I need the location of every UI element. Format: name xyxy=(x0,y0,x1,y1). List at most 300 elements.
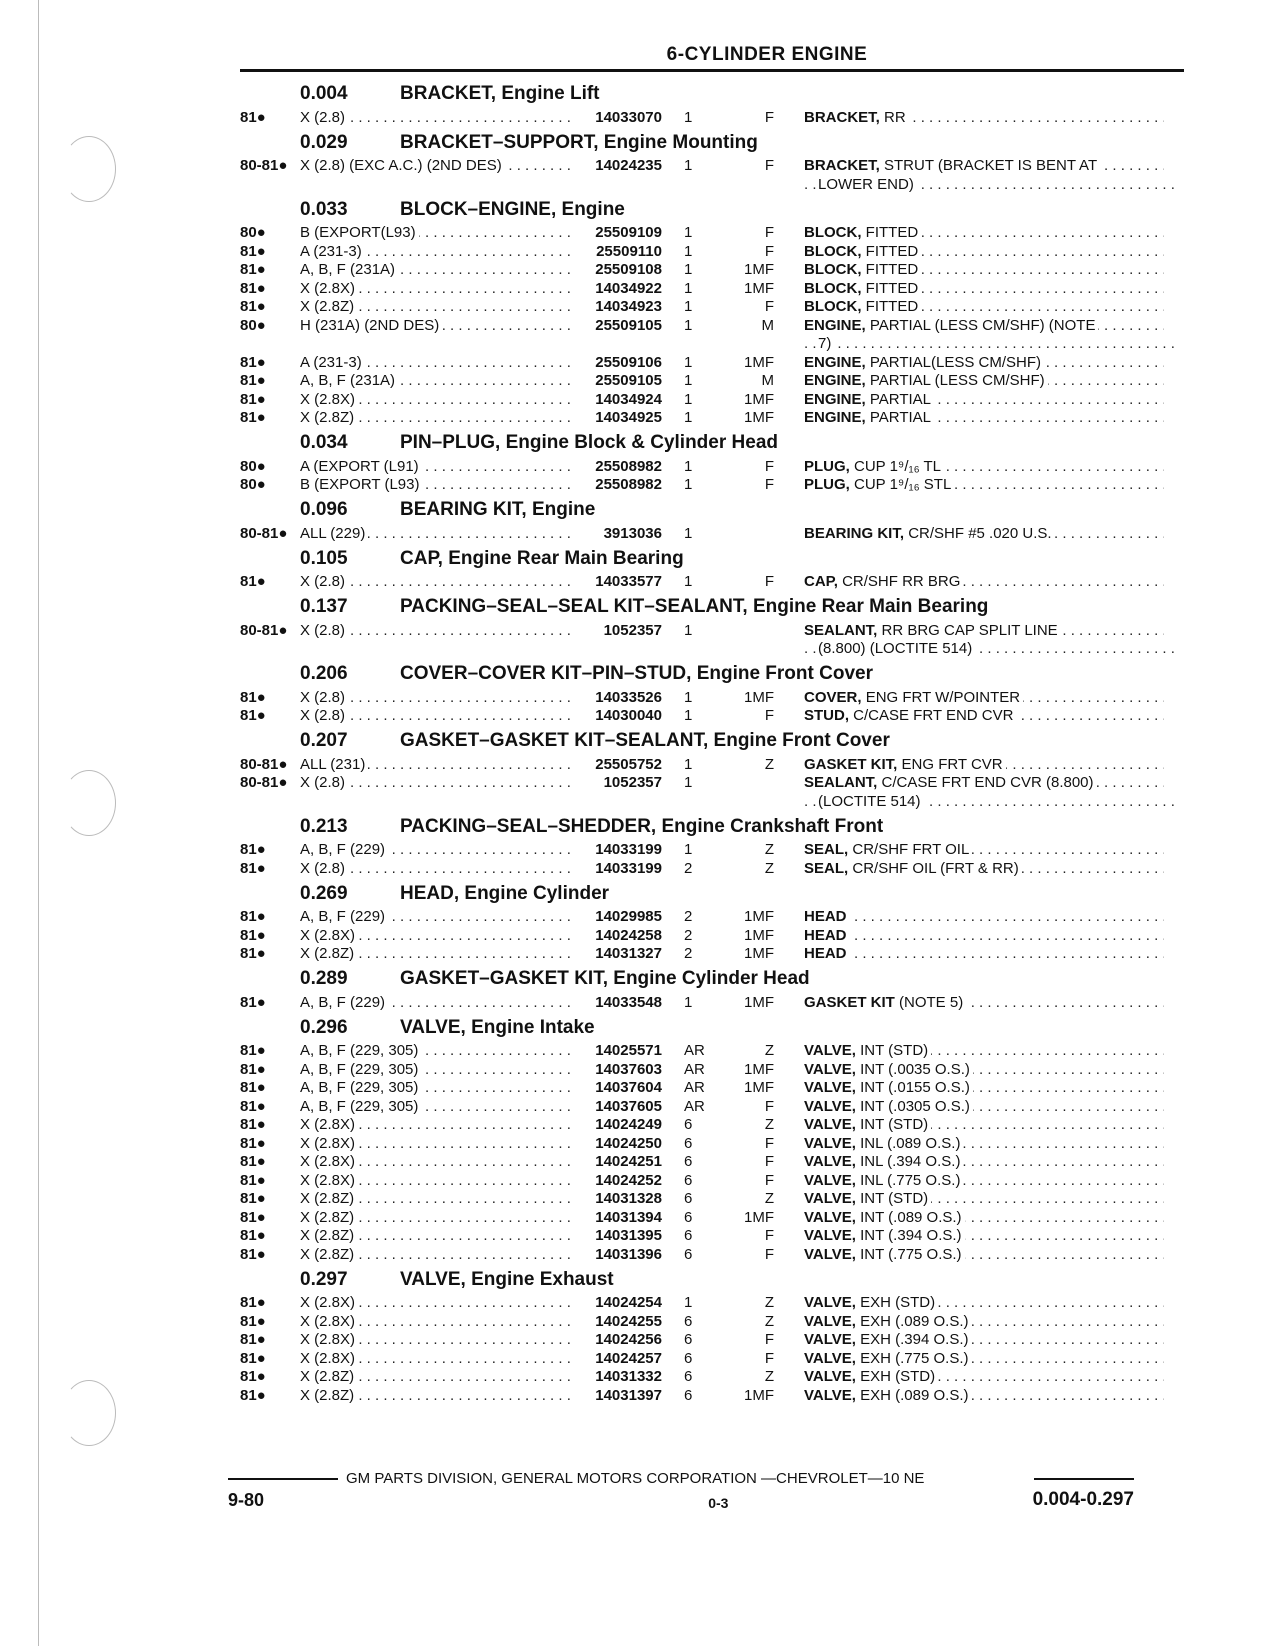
parts-group xyxy=(240,129,1184,194)
description-continued-text: 7) xyxy=(818,335,834,352)
part-row xyxy=(240,1171,1184,1190)
application-text: X (2.8X) xyxy=(300,1135,358,1152)
description-noun: VALVE, xyxy=(804,1227,856,1245)
description-text xyxy=(804,354,1044,371)
part-number: 14024235 xyxy=(595,157,662,175)
application-text: X (2.8X) xyxy=(300,1116,358,1133)
application-text: A, B, F (229) xyxy=(300,841,388,858)
application-text: X (2.8) xyxy=(300,109,348,126)
part-row xyxy=(240,908,1184,927)
description xyxy=(774,372,1164,389)
description-text xyxy=(804,1135,963,1152)
quantity: 6 xyxy=(684,1208,693,1226)
part-row xyxy=(240,993,1184,1012)
footer-rule-left xyxy=(228,1478,338,1480)
model-year: 80-81● xyxy=(240,524,288,542)
description-text xyxy=(804,298,921,315)
source-code: F xyxy=(764,476,774,494)
footer-bottom xyxy=(228,1489,1134,1511)
description-text xyxy=(804,1227,965,1244)
part-number: 3913036 xyxy=(603,524,662,542)
description xyxy=(774,525,1164,542)
part-row xyxy=(240,108,1184,127)
part-row xyxy=(240,224,1184,243)
source-code: 1MF xyxy=(744,390,774,408)
source-code: M xyxy=(761,316,774,334)
model-year: 81● xyxy=(240,1349,266,1367)
description xyxy=(774,298,1164,315)
group-number: 0.034 xyxy=(300,432,348,453)
quantity: 6 xyxy=(684,1171,693,1189)
description xyxy=(774,1116,1164,1133)
part-number: 25509109 xyxy=(595,224,662,242)
source-code: F xyxy=(764,573,774,591)
part-row xyxy=(240,1331,1184,1350)
description-text xyxy=(804,1153,963,1170)
source-code: F xyxy=(764,457,774,475)
parts-group xyxy=(240,1266,1184,1405)
application xyxy=(300,927,572,944)
part-row xyxy=(240,316,1184,335)
quantity: 1 xyxy=(684,261,693,279)
description-detail: CR/SHF OIL (FRT & RR) xyxy=(852,859,1019,877)
group-subtitle: Engine Lift xyxy=(501,83,600,104)
part-row xyxy=(240,1208,1184,1227)
group-number: 0.206 xyxy=(300,663,348,684)
description-text xyxy=(804,1313,972,1330)
source-code: Z xyxy=(764,841,774,859)
description-text xyxy=(804,841,972,858)
group-number: 0.105 xyxy=(300,547,348,569)
description xyxy=(774,1350,1164,1367)
description-continued xyxy=(774,335,1178,352)
model-year: 81● xyxy=(240,1171,266,1189)
description-detail: CUP 1⁹/₁₆ STL xyxy=(854,476,952,494)
part-row xyxy=(240,1042,1184,1061)
description-continued xyxy=(774,793,1178,810)
part-number: 14024251 xyxy=(595,1153,662,1171)
description-noun: BRACKET, xyxy=(804,108,880,126)
catalog-page xyxy=(240,44,1184,1405)
part-row xyxy=(240,524,1184,543)
group-name: BRACKET, xyxy=(400,83,497,104)
description-text xyxy=(804,1098,973,1115)
application-text: A (231-3) xyxy=(300,354,365,371)
part-number: 14033199 xyxy=(595,859,662,877)
description-detail: INT (STD) xyxy=(860,1042,929,1060)
part-number: 14024256 xyxy=(595,1331,662,1349)
part-number: 25508982 xyxy=(595,476,662,494)
footer-page-number: 0-3 xyxy=(708,1495,729,1511)
model-year: 81● xyxy=(240,1245,266,1263)
application-text: X (2.8Z) xyxy=(300,1227,357,1244)
source-code: Z xyxy=(764,1294,774,1312)
description xyxy=(774,1368,1164,1385)
part-row xyxy=(240,242,1184,261)
description-noun: ENGINE, xyxy=(804,316,866,334)
description xyxy=(774,224,1164,241)
punch-hole-bottom xyxy=(62,1380,116,1446)
quantity: 1 xyxy=(684,224,693,242)
application xyxy=(300,354,572,371)
application xyxy=(300,409,572,426)
group-heading xyxy=(240,593,1184,621)
application xyxy=(300,1313,572,1330)
application-text: X (2.8) xyxy=(300,860,348,877)
description-noun: HEAD xyxy=(804,926,847,944)
parts-group xyxy=(240,965,1184,1012)
model-year: 80-81● xyxy=(240,157,288,175)
part-number: 14024258 xyxy=(595,926,662,944)
part-number: 14034923 xyxy=(595,298,662,316)
description-detail: C/CASE FRT END CVR (8.800) xyxy=(881,774,1094,792)
application xyxy=(300,756,572,773)
parts-group xyxy=(240,880,1184,964)
part-number: 14025571 xyxy=(595,1042,662,1060)
description-detail: EXH (.089 O.S.) xyxy=(860,1312,969,1330)
source-code: F xyxy=(764,1097,774,1115)
group-number: 0.029 xyxy=(300,131,348,153)
description xyxy=(774,354,1164,371)
model-year: 80● xyxy=(240,316,266,334)
model-year: 81● xyxy=(240,1294,266,1312)
group-heading xyxy=(240,965,1184,993)
application xyxy=(300,622,572,639)
description-detail: EXH (STD) xyxy=(860,1294,936,1312)
footer-publisher: GM PARTS DIVISION, GENERAL MOTORS CORPORATION —CHEVROLET—10 NE xyxy=(346,1470,925,1487)
application-text: A, B, F (229, 305) xyxy=(300,1061,421,1078)
description-text xyxy=(804,280,921,297)
description xyxy=(774,1079,1164,1096)
description-noun: VALVE, xyxy=(804,1208,856,1226)
footer-rule-right xyxy=(1034,1478,1134,1480)
part-row xyxy=(240,390,1184,409)
application-text: X (2.8X) xyxy=(300,1294,358,1311)
group-heading xyxy=(240,196,1184,224)
group-subtitle: Engine xyxy=(561,198,625,220)
description-noun: VALVE, xyxy=(804,1386,856,1404)
description-noun: STUD, xyxy=(804,707,849,725)
application-text: A, B, F (229, 305) xyxy=(300,1098,421,1115)
quantity: AR xyxy=(684,1060,705,1078)
group-number: 0.137 xyxy=(300,596,348,617)
model-year: 81● xyxy=(240,926,266,944)
application-text: A (EXPORT (L91) xyxy=(300,458,422,475)
part-number: 25509106 xyxy=(595,353,662,371)
part-row xyxy=(240,353,1184,372)
description-text xyxy=(804,409,934,426)
description-detail: INL (.089 O.S.) xyxy=(860,1134,961,1152)
part-row xyxy=(240,926,1184,945)
model-year: 81● xyxy=(240,1331,266,1349)
application-text: X (2.8Z) xyxy=(300,1246,357,1263)
source-code: 1MF xyxy=(744,1386,774,1404)
description-text xyxy=(804,1172,963,1189)
description-detail: FITTED xyxy=(865,242,919,260)
quantity: 6 xyxy=(684,1349,693,1367)
description-noun: VALVE, xyxy=(804,1116,856,1134)
application-text: X (2.8) xyxy=(300,622,348,639)
part-row xyxy=(240,457,1184,476)
description-noun: VALVE, xyxy=(804,1171,856,1189)
description-noun: VALVE, xyxy=(804,1079,856,1097)
model-year: 81● xyxy=(240,409,266,427)
part-row xyxy=(240,409,1184,428)
description xyxy=(774,860,1164,877)
group-name: BLOCK–ENGINE, xyxy=(400,198,557,220)
quantity: 1 xyxy=(684,157,693,175)
model-year: 80● xyxy=(240,224,266,242)
part-row xyxy=(240,279,1184,298)
description-noun: SEAL, xyxy=(804,859,849,877)
group-number: 0.296 xyxy=(300,1016,348,1038)
page-title: 6-CYLINDER ENGINE xyxy=(666,44,868,65)
description-noun: BRACKET, xyxy=(804,157,880,175)
application-text: X (2.8) xyxy=(300,689,348,706)
application xyxy=(300,945,572,962)
quantity: 1 xyxy=(684,108,693,126)
source-code: 1MF xyxy=(744,1208,774,1226)
description-noun: BLOCK, xyxy=(804,242,862,260)
group-heading xyxy=(240,813,1184,841)
source-code: F xyxy=(764,707,774,725)
quantity: 1 xyxy=(684,409,693,427)
source-code: 1MF xyxy=(744,926,774,944)
description xyxy=(774,476,1164,493)
description-noun: VALVE, xyxy=(804,1042,856,1060)
title-rule xyxy=(240,69,1184,72)
description xyxy=(774,622,1164,639)
group-subtitle: Engine Rear Main Bearing xyxy=(752,596,989,617)
source-code: Z xyxy=(764,1312,774,1330)
part-row xyxy=(240,157,1184,176)
parts-group xyxy=(240,660,1184,725)
description-text xyxy=(804,261,921,278)
model-year: 80● xyxy=(240,476,266,494)
part-row xyxy=(240,1245,1184,1264)
application xyxy=(300,109,572,126)
description-text xyxy=(804,391,934,408)
source-code: 1MF xyxy=(744,261,774,279)
description xyxy=(774,689,1164,706)
application xyxy=(300,1350,572,1367)
description-detail: INT (.0035 O.S.) xyxy=(860,1060,970,1078)
application xyxy=(300,774,572,791)
description-continued-text: LOWER END) xyxy=(818,176,917,193)
description-noun: VALVE, xyxy=(804,1368,856,1386)
group-heading xyxy=(240,1014,1184,1042)
application xyxy=(300,280,572,297)
part-number: 1052357 xyxy=(603,621,662,639)
model-year: 81● xyxy=(240,707,266,725)
model-year: 80● xyxy=(240,457,266,475)
description-detail: EXH (.775 O.S.) xyxy=(860,1349,969,1367)
model-year: 81● xyxy=(240,1368,266,1386)
group-number: 0.004 xyxy=(300,83,348,104)
description-noun: COVER, xyxy=(804,688,862,706)
quantity: 1 xyxy=(684,353,693,371)
quantity: 6 xyxy=(684,1386,693,1404)
application xyxy=(300,1116,572,1133)
model-year: 81● xyxy=(240,1060,266,1078)
part-row xyxy=(240,1386,1184,1405)
description xyxy=(774,1209,1164,1226)
description-noun: VALVE, xyxy=(804,1312,856,1330)
part-number: 14033526 xyxy=(595,688,662,706)
description xyxy=(774,573,1164,590)
model-year: 81● xyxy=(240,688,266,706)
description-noun: ENGINE, xyxy=(804,353,866,371)
description-continued-text: (LOCTITE 514) xyxy=(818,793,924,810)
parts-group xyxy=(240,1014,1184,1264)
quantity: 1 xyxy=(684,242,693,260)
model-year: 81● xyxy=(240,1153,266,1171)
quantity: 6 xyxy=(684,1116,693,1134)
description-text xyxy=(804,1116,931,1133)
description-noun: VALVE, xyxy=(804,1349,856,1367)
description-noun: GASKET KIT xyxy=(804,993,895,1011)
part-row xyxy=(240,476,1184,495)
description-noun: HEAD xyxy=(804,945,847,963)
application xyxy=(300,1098,572,1115)
application-text: X (2.8X) xyxy=(300,1350,358,1367)
description-detail: PARTIAL(LESS CM/SHF) xyxy=(869,353,1042,371)
part-row xyxy=(240,707,1184,726)
quantity: 1 xyxy=(684,524,693,542)
description-text xyxy=(804,224,921,241)
application-text: X (2.8X) xyxy=(300,1313,358,1330)
description-detail: CR/SHF #5 .020 U.S. xyxy=(908,524,1052,542)
application xyxy=(300,908,572,925)
description-text xyxy=(804,860,1022,877)
description xyxy=(774,1098,1164,1115)
footer-publisher-line xyxy=(228,1470,1134,1487)
model-year: 81● xyxy=(240,1079,266,1097)
description-text xyxy=(804,1294,938,1311)
source-code: Z xyxy=(764,755,774,773)
model-year: 81● xyxy=(240,1386,266,1404)
part-number: 14031397 xyxy=(595,1386,662,1404)
description xyxy=(774,1294,1164,1311)
part-row xyxy=(240,859,1184,878)
quantity: 6 xyxy=(684,1312,693,1330)
part-number: 14033070 xyxy=(595,108,662,126)
part-number: 1052357 xyxy=(603,774,662,792)
application-text: X (2.8Z) xyxy=(300,945,357,962)
description-noun: VALVE, xyxy=(804,1190,856,1208)
punch-hole-middle xyxy=(62,770,116,836)
description-text xyxy=(804,908,850,925)
description xyxy=(774,927,1164,944)
description xyxy=(774,1331,1164,1348)
description-noun: ENGINE, xyxy=(804,409,866,427)
group-number: 0.269 xyxy=(300,882,348,904)
application-text: X (2.8Z) xyxy=(300,1368,357,1385)
quantity: 6 xyxy=(684,1245,693,1263)
description-detail: INT (.394 O.S.) xyxy=(860,1227,962,1245)
description-text xyxy=(804,1331,972,1348)
description-detail: INL (.394 O.S.) xyxy=(860,1153,961,1171)
footer-date: 9-80 xyxy=(228,1490,265,1510)
group-name: COVER–COVER KIT–PIN–STUD, xyxy=(400,663,692,684)
part-number: 14024249 xyxy=(595,1116,662,1134)
application xyxy=(300,994,572,1011)
quantity: 2 xyxy=(684,859,693,877)
application xyxy=(300,224,572,241)
application-text: X (2.8Z) xyxy=(300,409,357,426)
group-subtitle: Engine Front Cover xyxy=(696,663,873,684)
quantity: 1 xyxy=(684,476,693,494)
application-text: X (2.8) xyxy=(300,774,348,791)
quantity: 1 xyxy=(684,774,693,792)
application xyxy=(300,391,572,408)
binder-margin-line xyxy=(38,0,39,1646)
part-number: 14034925 xyxy=(595,409,662,427)
description xyxy=(774,280,1164,297)
description-text xyxy=(804,525,1055,542)
source-code: F xyxy=(764,108,774,126)
description-continued-text: (8.800) (LOCTITE 514) xyxy=(818,640,975,657)
application-text: X (2.8X) xyxy=(300,927,358,944)
description-text xyxy=(804,1061,973,1078)
description-detail: CUP 1⁹/₁₆ TL xyxy=(854,457,942,475)
description-text xyxy=(804,1387,972,1404)
description xyxy=(774,1042,1164,1059)
description-noun: VALVE, xyxy=(804,1097,856,1115)
application-text: A, B, F (229, 305) xyxy=(300,1079,421,1096)
part-row xyxy=(240,1060,1184,1079)
source-code: 1MF xyxy=(744,688,774,706)
model-year: 81● xyxy=(240,279,266,297)
description-text xyxy=(804,945,850,962)
application-text: B (EXPORT(L93) xyxy=(300,224,419,241)
model-year: 80-81● xyxy=(240,755,288,773)
part-row xyxy=(240,774,1184,793)
group-number: 0.033 xyxy=(300,198,348,220)
description-text xyxy=(804,774,1097,791)
source-code: 1MF xyxy=(744,945,774,963)
description-text xyxy=(804,1368,938,1385)
group-subtitle: Engine Exhaust xyxy=(471,1268,614,1290)
group-number: 0.207 xyxy=(300,730,348,751)
source-code: 1MF xyxy=(744,1079,774,1097)
source-code: Z xyxy=(764,859,774,877)
description-noun: VALVE, xyxy=(804,1294,856,1312)
part-number: 25509105 xyxy=(595,372,662,390)
part-row xyxy=(240,1227,1184,1246)
part-row xyxy=(240,755,1184,774)
part-number: 14037604 xyxy=(595,1079,662,1097)
group-heading xyxy=(240,129,1184,157)
application xyxy=(300,243,572,260)
application-text: X (2.8) (EXC A.C.) (2ND DES) xyxy=(300,157,505,174)
application-text: X (2.8) xyxy=(300,573,348,590)
description xyxy=(774,774,1164,791)
application xyxy=(300,1061,572,1078)
part-row xyxy=(240,1294,1184,1313)
model-year: 81● xyxy=(240,908,266,926)
description-noun: BLOCK, xyxy=(804,298,862,316)
part-number: 25505752 xyxy=(595,755,662,773)
group-number: 0.289 xyxy=(300,968,348,989)
part-row xyxy=(240,372,1184,391)
quantity: 6 xyxy=(684,1190,693,1208)
quantity: 1 xyxy=(684,1294,693,1312)
quantity: 1 xyxy=(684,755,693,773)
description-detail: INT (.775 O.S.) xyxy=(860,1245,962,1263)
description-noun: ENGINE, xyxy=(804,390,866,408)
group-name: HEAD, xyxy=(400,882,460,904)
